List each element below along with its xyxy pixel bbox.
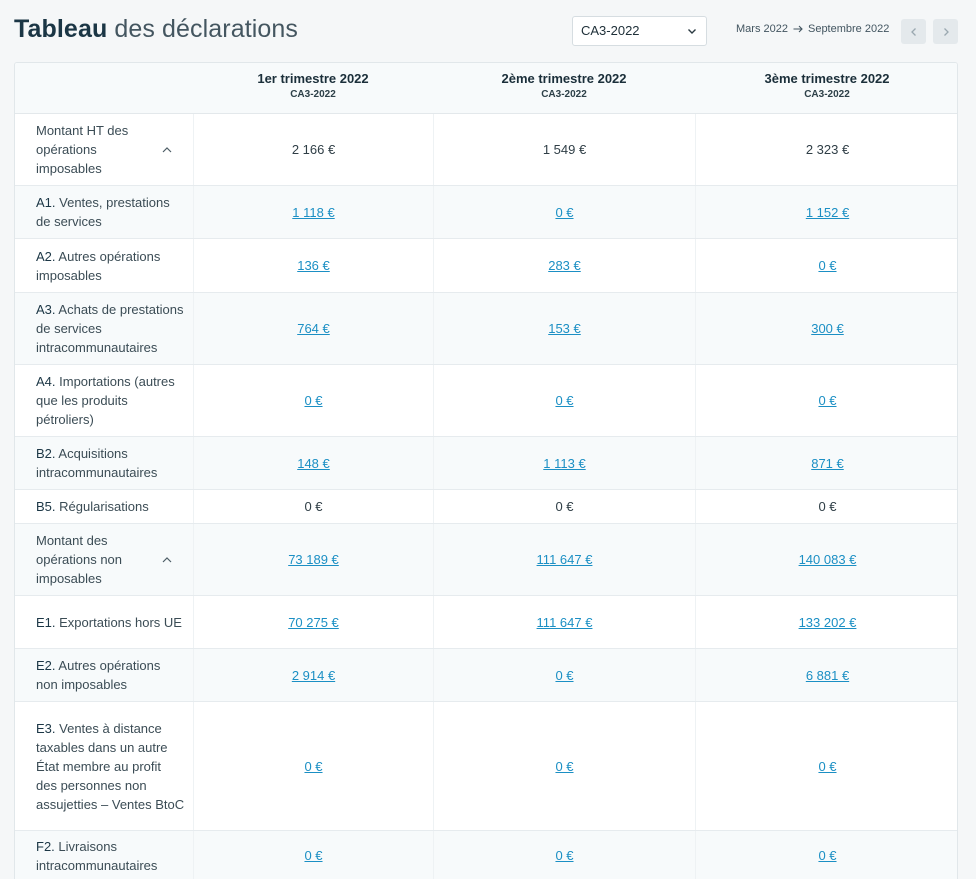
- amount-link[interactable]: 133 202 €: [695, 596, 958, 648]
- amount-value: 0 €: [433, 490, 695, 523]
- row-label-value: Achats de prestations de services intracommunautaires: [36, 302, 184, 355]
- row-label: [15, 524, 193, 595]
- period-from: Mars 2022: [736, 23, 788, 35]
- amount-link[interactable]: 0 €: [695, 831, 958, 879]
- amount-link[interactable]: 153 €: [433, 293, 695, 364]
- table-row: [15, 293, 957, 365]
- amount-link[interactable]: 148 €: [193, 437, 433, 489]
- row-code: A4.: [36, 374, 56, 389]
- amount-link[interactable]: 6 881 €: [695, 649, 958, 701]
- previous-period-button[interactable]: [901, 19, 926, 44]
- declaration-type-value: CA3-2022: [581, 23, 640, 38]
- row-label-value: Ventes, prestations de services: [36, 195, 170, 229]
- amount-link[interactable]: 283 €: [433, 239, 695, 292]
- amount-link[interactable]: 300 €: [695, 293, 958, 364]
- row-label-text: [36, 531, 144, 588]
- row-label-text: [36, 837, 185, 875]
- amount-link[interactable]: 0 €: [433, 365, 695, 436]
- amount-link[interactable]: 140 083 €: [695, 524, 958, 595]
- amount-link[interactable]: 0 €: [433, 702, 695, 830]
- amount-link[interactable]: 2 914 €: [193, 649, 433, 701]
- table-row: [15, 437, 957, 490]
- row-label-text: [36, 300, 185, 357]
- row-label-value: Autres opérations non imposables: [36, 658, 161, 692]
- row-label-text: [36, 121, 144, 178]
- chevron-up-icon[interactable]: [161, 554, 173, 566]
- row-label-text: [36, 372, 185, 429]
- table-row: [15, 490, 957, 524]
- row-label-value: Ventes à distance taxables dans un autre État membre au profit des personnes non assujetties – Ventes BtoC: [36, 720, 185, 812]
- column-title: 3ème trimestre 2022: [764, 71, 890, 86]
- row-label: [15, 186, 193, 238]
- amount-value: 0 €: [695, 490, 958, 523]
- row-label-text: [36, 719, 185, 814]
- arrow-right-icon: [792, 23, 804, 35]
- row-label: [15, 596, 193, 648]
- amount-link[interactable]: 0 €: [433, 831, 695, 879]
- row-label-value: Montant HT des opérations imposables: [36, 123, 129, 176]
- table-row: [15, 649, 957, 702]
- next-period-button[interactable]: [933, 19, 958, 44]
- row-code: E1.: [36, 614, 56, 630]
- row-code: A1.: [36, 195, 56, 210]
- chevron-left-icon: [908, 26, 920, 38]
- page-title-rest: des déclarations: [114, 15, 299, 43]
- row-label: [15, 293, 193, 364]
- amount-link[interactable]: 1 152 €: [695, 186, 958, 238]
- row-label-text: [36, 613, 182, 632]
- amount-link[interactable]: 0 €: [433, 649, 695, 701]
- column-title: 1er trimestre 2022: [257, 71, 369, 86]
- amount-link[interactable]: 1 118 €: [193, 186, 433, 238]
- page-title-bold: Tableau: [14, 15, 108, 43]
- row-label-text: [36, 247, 185, 285]
- period-range: [736, 23, 889, 35]
- amount-link[interactable]: 0 €: [193, 365, 433, 436]
- amount-link[interactable]: 0 €: [193, 831, 433, 879]
- declarations-table: [14, 62, 958, 879]
- row-label-value: Acquisitions intracommunautaires: [36, 446, 158, 480]
- header-empty-cell: [15, 63, 193, 113]
- amount-value: 2 166 €: [193, 114, 433, 185]
- table-row: [15, 239, 957, 293]
- row-label-value: Importations (autres que les produits pétroliers): [36, 374, 175, 427]
- row-label-text: [36, 656, 185, 694]
- amount-value: 0 €: [193, 490, 433, 523]
- amount-link[interactable]: 764 €: [193, 293, 433, 364]
- declaration-type-select[interactable]: [572, 16, 707, 46]
- amount-link[interactable]: 70 275 €: [193, 596, 433, 648]
- row-label-text: [36, 497, 149, 516]
- period-to: Septembre 2022: [807, 23, 890, 35]
- row-code: E2.: [36, 658, 56, 673]
- column-subtitle: CA3-2022: [804, 89, 850, 100]
- row-code: A2.: [36, 248, 56, 264]
- amount-link[interactable]: 1 113 €: [433, 437, 695, 489]
- row-label: [15, 831, 193, 879]
- row-label-value: Livraisons intracommunautaires: [36, 838, 158, 873]
- row-code: B2.: [36, 446, 56, 461]
- row-code: E3.: [36, 720, 56, 736]
- row-label-text: [36, 444, 185, 482]
- row-code: F2.: [36, 838, 55, 854]
- column-subtitle: CA3-2022: [290, 89, 336, 100]
- column-subtitle: CA3-2022: [541, 89, 587, 100]
- chevron-up-icon[interactable]: [161, 144, 173, 156]
- table-row: [15, 702, 957, 831]
- chevron-down-icon: [686, 25, 698, 37]
- row-label-value: Régularisations: [59, 499, 149, 514]
- amount-value: 2 323 €: [695, 114, 958, 185]
- table-row: [15, 831, 957, 879]
- row-code: B5.: [36, 499, 56, 514]
- amount-link[interactable]: 0 €: [695, 365, 958, 436]
- column-title: 2ème trimestre 2022: [501, 71, 627, 86]
- row-label: [15, 702, 193, 830]
- table-body: [15, 114, 957, 879]
- amount-link[interactable]: 111 647 €: [433, 524, 695, 595]
- table-row: [15, 365, 957, 437]
- table-row: [15, 114, 957, 186]
- table-row: [15, 524, 957, 596]
- row-label: [15, 649, 193, 701]
- amount-link[interactable]: 0 €: [193, 702, 433, 830]
- row-label: [15, 490, 193, 523]
- amount-link[interactable]: 111 647 €: [433, 596, 695, 648]
- table-row: [15, 596, 957, 649]
- column-header-q3: [695, 63, 958, 113]
- column-header-q2: [433, 63, 695, 113]
- page-header: [0, 0, 976, 62]
- row-code: A3.: [36, 302, 56, 317]
- chevron-right-icon: [940, 26, 952, 38]
- column-header-q1: [193, 63, 433, 113]
- row-label-value: Montant des opérations non imposables: [36, 533, 123, 586]
- row-label: [15, 239, 193, 292]
- page-title: [14, 15, 298, 44]
- row-label: [15, 365, 193, 436]
- amount-link[interactable]: 0 €: [695, 239, 958, 292]
- row-label: [15, 437, 193, 489]
- row-label-value: Exportations hors UE: [59, 614, 182, 630]
- amount-link[interactable]: 0 €: [695, 702, 958, 830]
- amount-link[interactable]: 0 €: [433, 186, 695, 238]
- amount-link[interactable]: 871 €: [695, 437, 958, 489]
- row-label-value: Autres opérations imposables: [36, 248, 161, 283]
- row-label-text: [36, 193, 185, 231]
- amount-link[interactable]: 73 189 €: [193, 524, 433, 595]
- table-header: [15, 63, 957, 114]
- row-label: [15, 114, 193, 185]
- amount-value: 1 549 €: [433, 114, 695, 185]
- amount-link[interactable]: 136 €: [193, 239, 433, 292]
- table-row: [15, 186, 957, 239]
